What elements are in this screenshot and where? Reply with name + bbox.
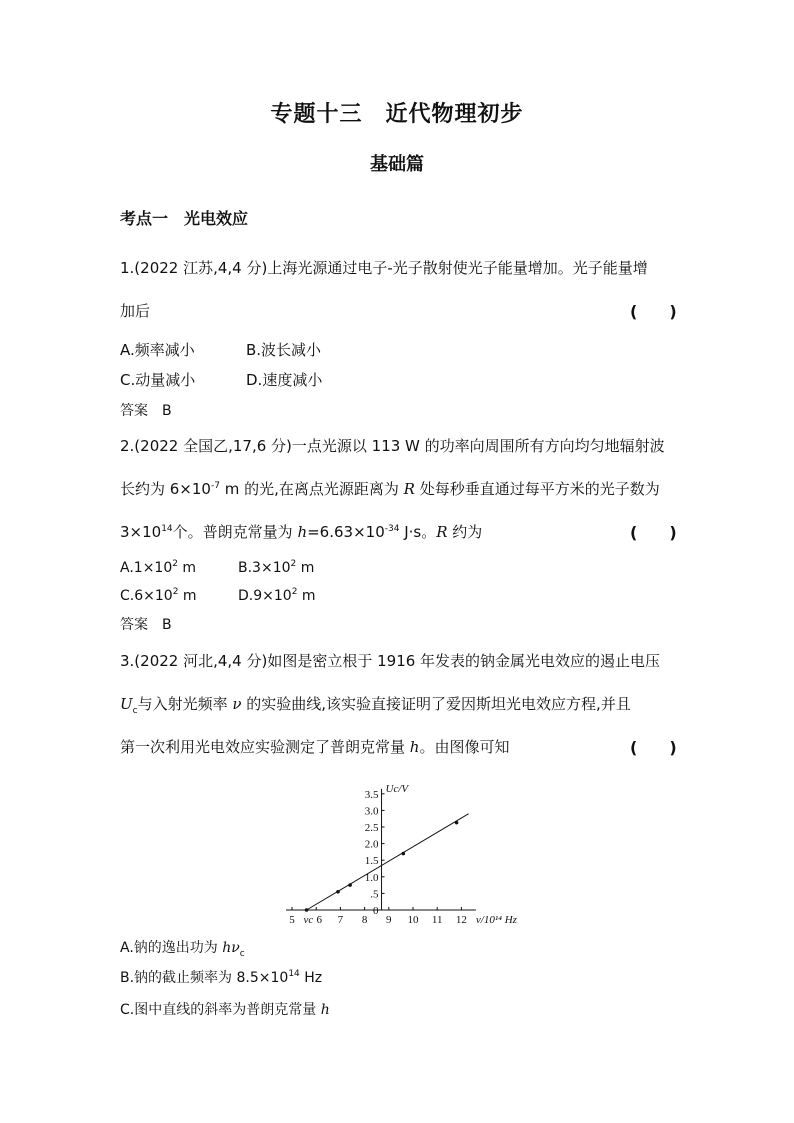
- y-tick-label: 2.5: [364, 822, 379, 834]
- q2-answer: 答案 B: [120, 617, 172, 633]
- q2-stem-line3: $3\times 10^{14}$个。普朗克常量为 $h=6.63\times 10^{-34}$ J·s。R 约为: [120, 523, 483, 541]
- q1-answer-blank: ( ): [630, 302, 677, 321]
- q3-stem-line3: 第一次利用光电效应实验测定了普朗克常量 h。由图像可知: [120, 738, 510, 756]
- q1-option-c: C.动量减小: [120, 371, 196, 389]
- x-tick-label: 8: [361, 914, 368, 926]
- x-tick-label: 12: [455, 914, 467, 926]
- q3-stem-line1: 3.(2022 河北,4,4 分)如图是密立根于 1916 年发表的钠金属光电效应的遏止电压: [120, 652, 661, 670]
- data-point: [455, 821, 459, 825]
- q2-option-c: $C.6\times 10^2$ m: [120, 587, 197, 604]
- q3-answer-blank: ( ): [630, 738, 677, 757]
- x-axis-label: ν/10¹⁴ Hz: [475, 914, 517, 926]
- section-heading: 考点一 光电效应: [120, 209, 249, 228]
- page-subtitle: 基础篇: [370, 154, 424, 175]
- data-point: [402, 852, 406, 856]
- x-tick-label: 5: [289, 914, 295, 926]
- y-tick-label: 1.5: [364, 855, 379, 868]
- photoelectric-chart: [270, 765, 530, 935]
- q1-option-a: A.频率减小: [120, 341, 195, 359]
- y-tick-label: 1.0: [364, 871, 379, 884]
- data-point: [348, 883, 352, 887]
- q3-stem-line2: $U_c$与入射光频率 ν 的实验曲线,该实验直接证明了爱因斯坦光电效应方程,并且: [120, 695, 631, 716]
- y-tick-label: .5: [370, 888, 379, 901]
- q2-option-b: $B.3\times 10^2$ m: [238, 559, 315, 576]
- q3-option-a: A.钠的逸出功为 $h\nu_c$: [120, 940, 245, 959]
- data-point: [305, 908, 309, 912]
- q2-answer-blank: ( ): [630, 523, 677, 542]
- q2-option-d: $D.9\times 10^2$ m: [238, 587, 316, 604]
- fit-line: [307, 814, 469, 910]
- q3-option-b: B.钠的截止频率为 $8.5\times 10^{14}$ Hz: [120, 969, 323, 986]
- q3-option-c: C.图中直线的斜率为普朗克常量 h: [120, 1002, 330, 1018]
- y-tick-label: 3.0: [364, 805, 379, 818]
- q1-answer: 答案 B: [120, 403, 172, 419]
- x-tick-label: 11: [431, 914, 443, 926]
- y-tick-label: 3.5: [364, 788, 379, 801]
- q2-stem-line2: 长约为 $6\times 10^{-7}$ m 的光,在离点光源距离为 R 处每秒垂直通过每平方米的光子数为: [120, 480, 660, 498]
- q2-stem-line1: 2.(2022 全国乙,17,6 分)一点光源以 113 W 的功率向周围所有方向均匀地辐射波: [120, 437, 665, 455]
- q1-stem-line1: 1.(2022 江苏,4,4 分)上海光源通过电子-光子散射使光子能量增加。光子能量增: [120, 259, 648, 277]
- y-axis-label: Uc/V: [385, 782, 409, 795]
- data-point: [336, 890, 340, 894]
- q1-stem-line2: 加后: [120, 302, 151, 320]
- x-tick-label: 6: [316, 914, 322, 926]
- y-tick-label: 2.0: [364, 838, 379, 851]
- page-title: 专题十三 近代物理初步: [270, 102, 524, 127]
- q2-option-a: $A.1\times 10^2$ m: [120, 559, 197, 576]
- x-tick-label: 10: [407, 914, 419, 926]
- q1-option-b: B.波长减小: [246, 341, 322, 359]
- y-tick-label: 0: [373, 905, 379, 917]
- q1-option-d: D.速度减小: [246, 371, 323, 389]
- x-tick-label: 9: [386, 914, 392, 926]
- x-tick-label: 7: [337, 914, 344, 926]
- nu-c-annotation: νc: [303, 914, 314, 926]
